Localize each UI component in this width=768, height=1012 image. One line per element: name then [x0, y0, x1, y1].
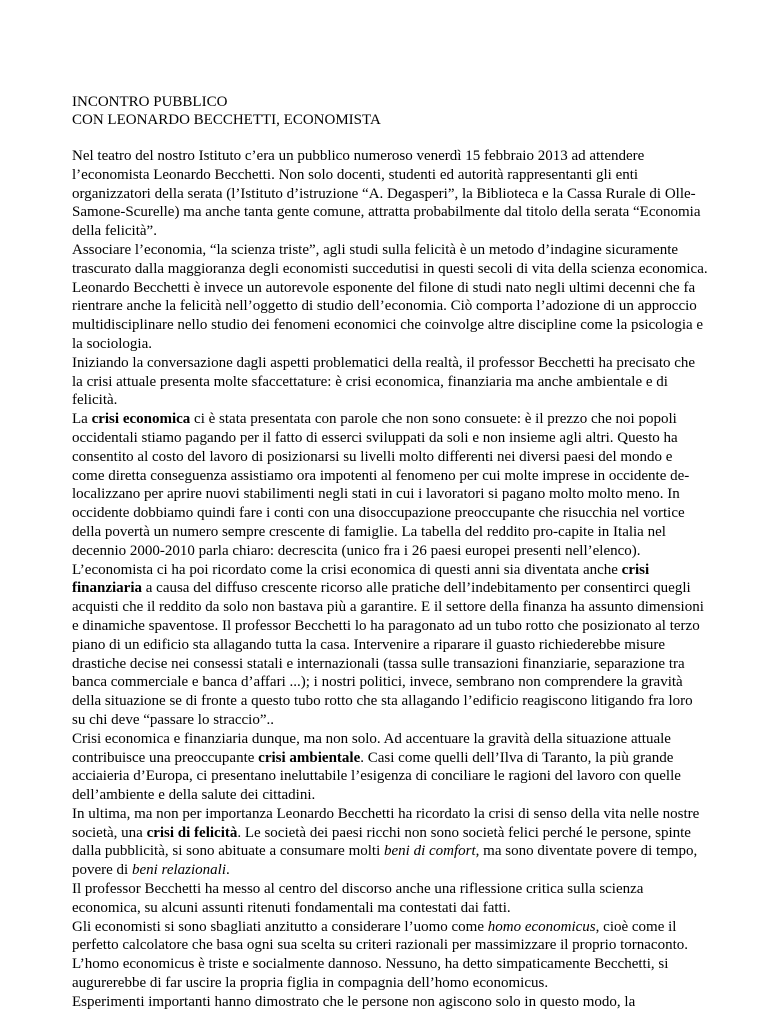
text-run: Associare l’economia, “la scienza triste”, agli studi sulla felicità è un metodo d’indagine sicuramente trascurato dalla maggioranza degli economisti succedutisi in questi secoli di vita della scienza economica. — [72, 241, 708, 277]
italic-text: beni di comfort — [384, 843, 476, 860]
text-run: Leonardo Becchetti è invece un autorevole esponente del filone di studi nato negli ultimi decenni che fa rientrare anche la felicità nell’oggetto di studio dell’economia. Ciò comporta l’adozione di un approccio multidisciplinare nello studio dei fenomeni economici che coinvolge altre discipline come la psicologia e la sociologia. — [72, 279, 704, 352]
paragraph — [72, 730, 708, 805]
text-run: . Le società dei paesi ricchi non sono società felici perché le persone, spinte dalla pubblicità, si sono abituate a consumare molti — [72, 824, 691, 860]
text-run: Esperimenti importanti hanno dimostrato che le persone non agiscono solo in questo modo, la — [72, 993, 636, 1010]
paragraph — [72, 805, 708, 880]
paragraph — [72, 354, 708, 410]
text-run: Iniziando la conversazione dagli aspetti problematici della realtà, il professor Becchetti ha precisato che la crisi attuale presenta molte sfaccettature: è crisi economica, finanziaria ma anche ambientale e di felicità. — [72, 354, 696, 409]
text-run: , ma sono diventate povere di tempo, povere di — [72, 843, 698, 879]
text-run: . Casi come quelli dell’Ilva di Taranto, la più grande acciaieria d’Europa, ci presentano ineluttabile l’esigenza di conciliare le ragioni del lavoro con quelle dell’ambiente e della salute dei cittadini. — [72, 749, 681, 804]
paragraph — [72, 880, 708, 918]
text-run: L’economista ci ha poi ricordato come la crisi economica di questi anni sia diventata anche — [72, 561, 622, 578]
title-line-2: CON LEONARDO BECCHETTI, ECONOMISTA — [72, 112, 381, 128]
text-run: Crisi economica e finanziaria dunque, ma non solo. Ad accentuare la gravità della situazione attuale contribuisce una preoccupante — [72, 730, 671, 766]
italic-text: homo economicus — [487, 918, 596, 935]
text-run: ci è stata presentata con parole che non sono consuete: è il prezzo che noi popoli occidentali stiamo pagando per il fatto di esserci sviluppati da soli e non insieme agli altri. Questo ha consentito al costo del lavoro di posizionarsi su livelli molto differenti nei diversi paesi del mondo e come diretta conseguenza assistiamo ora impotenti al fenomeno per cui molte imprese in occidente de-localizzano per aprire nuovi stabilimenti negli stati in cui i lavoratori si pagano molto molto meno. In occidente dobbiamo quindi fare i conti con una disoccupazione preoccupante che risucchia nel vortice della povertà un numero sempre crescente di famiglie. La tabella del reddito pro-capite in Italia nel decennio 2000-2010 parla chiaro: decrescita (unico fra i 26 paesi europei presenti nell’elenco). — [72, 411, 690, 559]
bold-text: crisi finanziaria — [72, 561, 650, 597]
document-title — [72, 93, 708, 129]
bold-text: crisi economica — [91, 411, 191, 428]
paragraph — [72, 147, 708, 241]
text-run: In ultima, ma non per importanza Leonardo Becchetti ha ricordato la crisi di senso della vita nelle nostre società, una — [72, 805, 700, 841]
text-run: La — [72, 411, 92, 428]
paragraph — [72, 279, 708, 354]
paragraph — [72, 241, 708, 279]
bold-text: crisi ambientale — [258, 749, 361, 766]
italic-text: beni relazionali — [131, 862, 227, 879]
text-run: Nel teatro del nostro Istituto c’era un pubblico numeroso venerdì 15 febbraio 2013 ad attendere l’economista Leonardo Becchetti. Non solo docenti, studenti ed autorità rappresentanti gli enti organizzatori della serata (l’Istituto d’istruzione “A. Degasperi”, la Biblioteca e la Cassa Rurale di Olle-Samone-Scurelle) ma anche tanta gente comune, attratta probabilmente dal titolo della serata “Economia della felicità”. — [72, 148, 701, 240]
paragraph — [72, 410, 708, 560]
bold-text: crisi di felicità — [146, 824, 238, 841]
title-line-1: INCONTRO PUBBLICO — [72, 94, 228, 110]
paragraph — [72, 993, 708, 1012]
text-run: , cioè come il perfetto calcolatore che basa ogni sua scelta su criteri razionali per massimizzare il proprio tornaconto. L’homo economicus è triste e socialmente dannoso. Nessuno, ha detto simpaticamente Becchetti, si augurerebbe di far uscire la propria figlia in compagnia dell’homo economicus. — [72, 918, 688, 992]
article-body — [72, 147, 708, 1012]
paragraph — [72, 561, 708, 730]
paragraph — [72, 918, 708, 993]
text-run: a causa del diffuso crescente ricorso alle pratiche dell’indebitamento per consentirci quegli acquisti che il reddito da solo non bastava più a garantire. E il settore della finanza ha assunto dimensioni e dinamiche spaventose. Il professor Becchetti lo ha paragonato ad un tubo rotto che posizionato al terzo piano di un edificio sta allagando tutta la casa. Intervenire a riparare il guasto richiederebbe misure drastiche decise nei consessi statali e internazionali (tassa sulle transazioni finanziarie, separazione tra banca commerciale e banca d’affari ...); i nostri politici, invece, sembrano non comprendere la gravità della situazione se di fronte a questo tubo rotto che sta allagando l’edificio reagiscono litigando fra loro su chi deve “passare lo straccio”.. — [72, 580, 704, 728]
text-run: Gli economisti si sono sbagliati anzitutto a considerare l’uomo come — [72, 918, 488, 935]
text-run: . — [226, 862, 230, 879]
text-run: Il professor Becchetti ha messo al centro del discorso anche una riflessione critica sulla scienza economica, su alcuni assunti ritenuti fondamentali ma contestati dai fatti. — [72, 881, 644, 916]
